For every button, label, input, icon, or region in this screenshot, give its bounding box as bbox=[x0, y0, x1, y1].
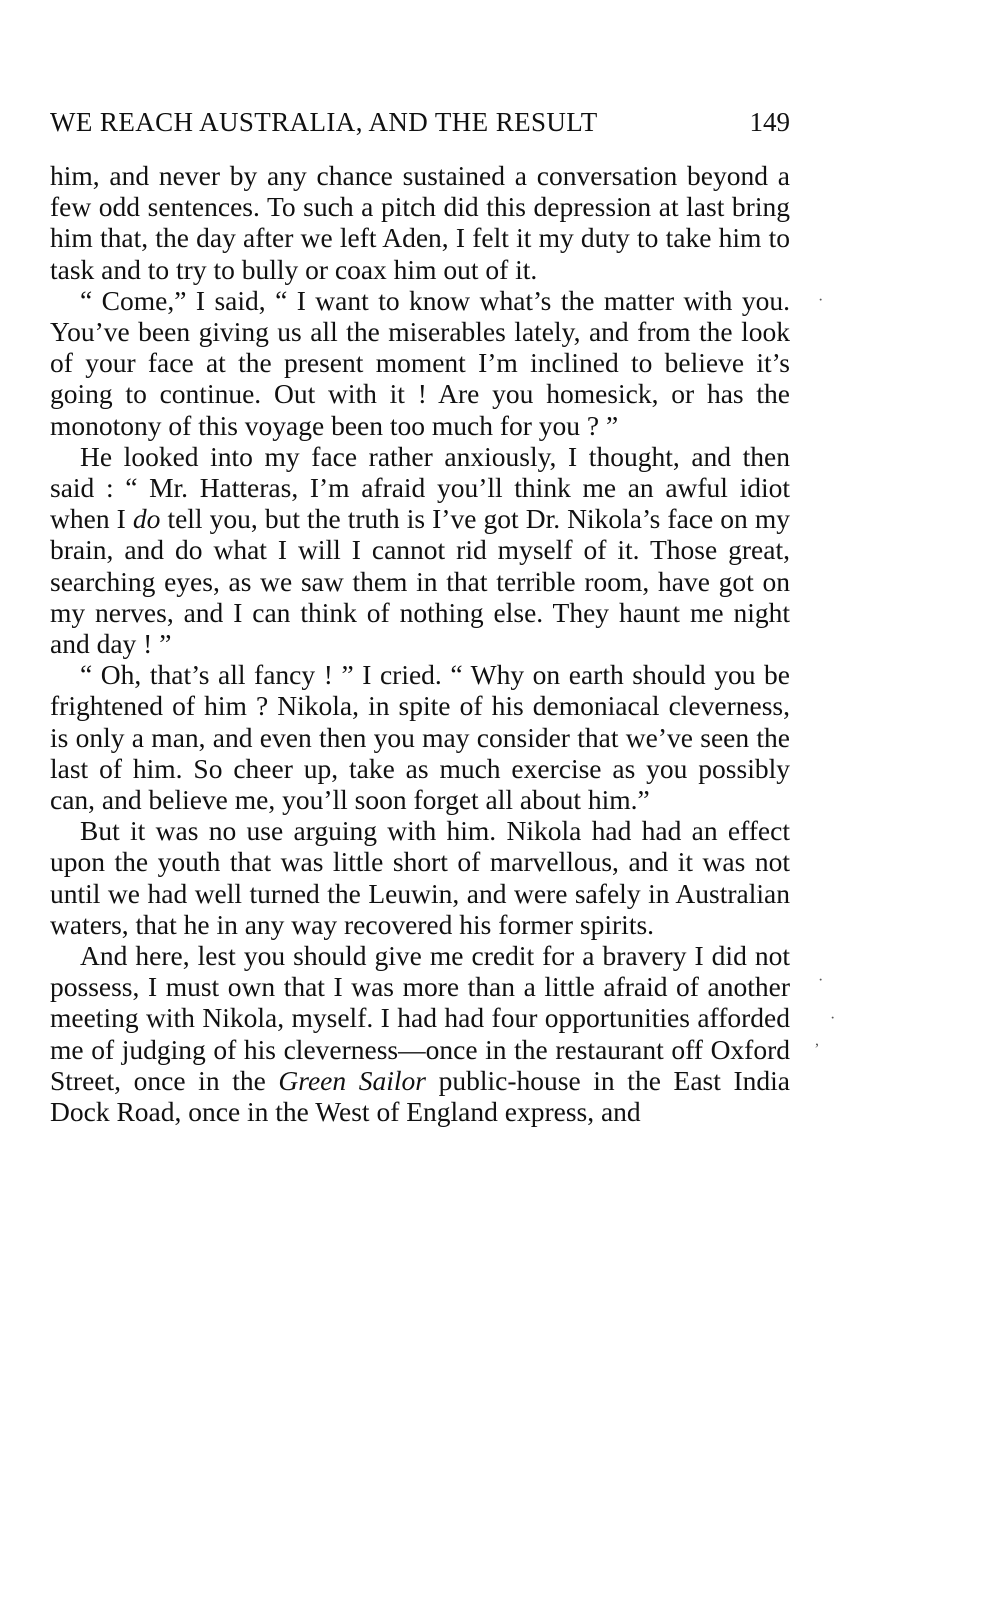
text-segment: tell you, but the truth is I’ve got Dr. Nikola’s face on my brain, and do what I will I cannot rid myself of it. Those great, searching eyes, as we saw them in that terrible room, have got on my nerves, and I can think of nothing else. They haunt me night and day ! ” bbox=[50, 503, 790, 660]
paragraph bbox=[50, 441, 790, 659]
text-segment: “ Oh, that’s all fancy ! ” I cried. “ Why on earth should you be frightened of him ? Nikola, in spite of his demoniacal cleverness, is only a man, and even then you may consider that we’ve seen the last of him. So cheer up, take as much exercise as you possibly can, and believe me, you’ll soon forget all about him.” bbox=[50, 659, 790, 816]
text-segment: “ Come,” I said, “ I want to know what’s the matter with you. You’ve been giving us all the miserables lately, and from the look of your face at the present moment I’m inclined to believe it’s going to continue. Out with it ! Are you homesick, or has the monotony of this voyage been too much for you ? ” bbox=[50, 284, 790, 441]
text-segment: him, and never by any chance sustained a conversation beyond a few odd sentences. To such a pitch did this depression at last bring him that, the day after we left Aden, I felt it my duty to take him to task and to try to bully or coax him out of it. bbox=[50, 160, 790, 285]
paragraph bbox=[50, 940, 790, 1127]
italic-text: do bbox=[132, 503, 161, 535]
running-head bbox=[50, 98, 790, 146]
paragraph bbox=[50, 160, 790, 285]
book-page bbox=[50, 98, 790, 1127]
text-segment: And here, lest you should give me credit for a bravery I did not possess, I must own that I was more than a little afraid of another meeting with Nikola, myself. I had had four opportunities afforded me of judging of his cleverness—once in the restaurant off Oxford Street, once in the bbox=[50, 940, 790, 1096]
page-number: 149 bbox=[749, 107, 790, 137]
scan-speck: · bbox=[818, 972, 824, 989]
text-segment: public-house in the East India Dock Road, once in the West of England express, and bbox=[50, 1064, 790, 1128]
paragraph bbox=[50, 815, 790, 940]
body-text bbox=[50, 160, 790, 1127]
scan-speck: , bbox=[815, 1032, 819, 1049]
paragraph bbox=[50, 659, 790, 815]
text-segment: But it was no use arguing with him. Nikola had had an effect upon the youth that was little short of marvellous, and it was not until we had well turned the Leuwin, and were safely in Australian waters, that he in any way recovered his former spirits. bbox=[50, 815, 790, 940]
running-head-title: WE REACH AUSTRALIA, AND THE RESULT bbox=[50, 107, 598, 137]
scan-speck: · bbox=[830, 1010, 836, 1027]
paragraph bbox=[50, 285, 790, 441]
italic-text: Green Sailor bbox=[278, 1064, 426, 1096]
scan-speck: · bbox=[818, 292, 824, 309]
text-segment: He looked into my face rather anxiously, I thought, and then said : “ Mr. Hatteras, I’m afraid you’ll think me an awful idiot when I bbox=[50, 440, 790, 535]
